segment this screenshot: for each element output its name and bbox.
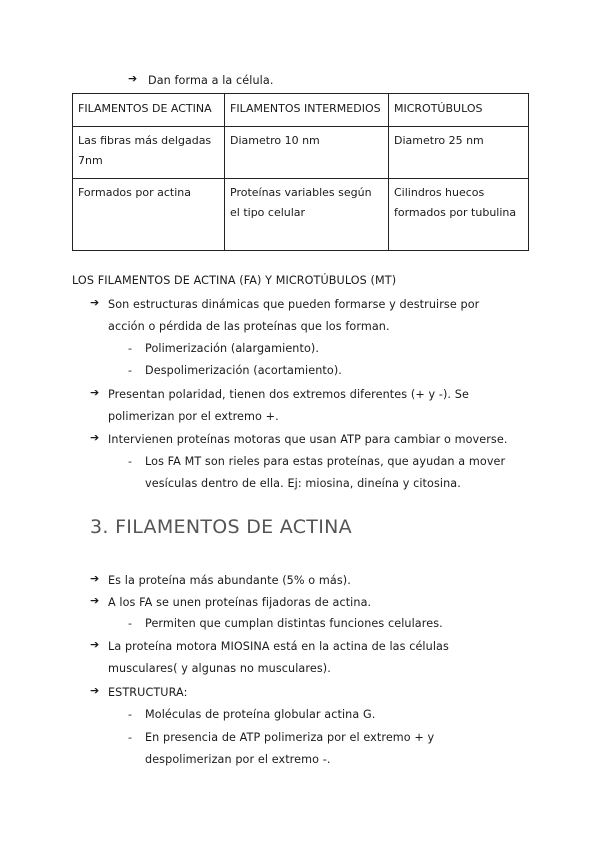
- table-header-cell: FILAMENTOS DE ACTINA: [73, 94, 225, 127]
- table-cell: Proteínas variables según el tipo celular: [225, 179, 389, 251]
- bullet-text: La proteína motora MIOSINA está en la actina de las células: [108, 640, 449, 653]
- bullet-text: A los FA se unen proteínas fijadoras de actina.: [108, 596, 372, 609]
- arrow-bullet-icon: ➔: [128, 72, 138, 85]
- dash-bullet-icon: -: [128, 364, 132, 377]
- sub-bullet-text-continued: despolimerizan por el extremo -.: [145, 753, 331, 766]
- dash-bullet-icon: -: [128, 708, 132, 721]
- bullet-text-continued: acción o pérdida de las proteínas que los forman.: [108, 320, 390, 333]
- table-cell: Formados por actina: [73, 179, 225, 251]
- sub-bullet-text: Polimerización (alargamiento).: [145, 342, 320, 355]
- table-header-cell: FILAMENTOS INTERMEDIOS: [225, 94, 389, 127]
- sub-bullet-text: Despolimerización (acortamiento).: [145, 364, 342, 377]
- arrow-bullet-icon: ➔: [90, 431, 100, 444]
- sub-bullet-text: Los FA MT son rieles para estas proteínas, que ayudan a mover: [145, 455, 506, 468]
- arrow-bullet-icon: ➔: [90, 684, 100, 697]
- intro-bullet-text: Dan forma a la célula.: [148, 74, 274, 87]
- section-heading: 3. FILAMENTOS DE ACTINA: [90, 516, 352, 538]
- sub-bullet-text: Permiten que cumplan distintas funciones celulares.: [145, 617, 443, 630]
- bullet-text-continued: polimerizan por el extremo +.: [108, 410, 279, 423]
- dash-bullet-icon: -: [128, 455, 132, 468]
- arrow-bullet-icon: ➔: [90, 296, 100, 309]
- section-title: LOS FILAMENTOS DE ACTINA (FA) Y MICROTÚBULOS (MT): [72, 274, 397, 287]
- dash-bullet-icon: -: [128, 617, 132, 630]
- table-row: [73, 127, 529, 179]
- sub-bullet-text-continued: vesículas dentro de ella. Ej: miosina, dineína y citosina.: [145, 477, 461, 490]
- table-cell: Cilindros huecos formados por tubulina: [389, 179, 529, 251]
- table-row: [73, 179, 529, 251]
- bullet-text: Presentan polaridad, tienen dos extremos diferentes (+ y -). Se: [108, 388, 469, 401]
- table-cell: Las fibras más delgadas 7nm: [73, 127, 225, 179]
- arrow-bullet-icon: ➔: [90, 386, 100, 399]
- comparison-table: [72, 93, 529, 251]
- arrow-bullet-icon: ➔: [90, 572, 100, 585]
- arrow-bullet-icon: ➔: [90, 594, 100, 607]
- table-header-cell: MICROTÚBULOS: [389, 94, 529, 127]
- dash-bullet-icon: -: [128, 731, 132, 744]
- arrow-bullet-icon: ➔: [90, 638, 100, 651]
- table-header-row: [73, 94, 529, 127]
- bullet-text: Es la proteína más abundante (5% o más).: [108, 574, 351, 587]
- table-cell: Diametro 10 nm: [225, 127, 389, 179]
- sub-bullet-text: En presencia de ATP polimeriza por el extremo + y: [145, 731, 435, 744]
- bullet-text: Son estructuras dinámicas que pueden formarse y destruirse por: [108, 298, 480, 311]
- sub-bullet-text: Moléculas de proteína globular actina G.: [145, 708, 376, 721]
- bullet-text-continued: musculares( y algunas no musculares).: [108, 662, 331, 675]
- bullet-text: ESTRUCTURA:: [108, 686, 188, 699]
- bullet-text: Intervienen proteínas motoras que usan ATP para cambiar o moverse.: [108, 433, 508, 446]
- dash-bullet-icon: -: [128, 342, 132, 355]
- table-cell: Diametro 25 nm: [389, 127, 529, 179]
